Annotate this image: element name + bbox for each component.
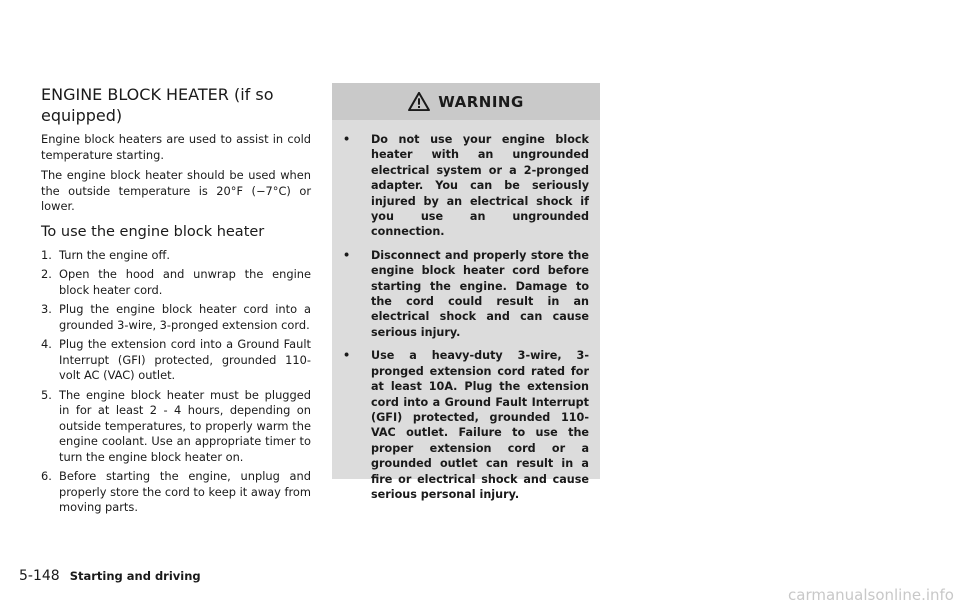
warning-text: Use a heavy-duty 3-wire, 3-pronged extension cord rated for at least 10A. Plug the extension cord into a Ground Fault Interrupt (GFI) protected, grounded 110-VAC outlet. Failure to use the proper extension cord or a grounded outlet can result in a fire or electrical shock and cause serious personal injury.	[371, 349, 589, 501]
chapter-name: Starting and driving	[69, 569, 201, 583]
intro-paragraph: Engine block heaters are used to assist in cold temperature starting.	[41, 132, 311, 162]
list-item	[41, 302, 311, 333]
list-item	[41, 388, 311, 466]
step-text: Plug the extension cord into a Ground Fault Interrupt (GFI) protected, grounded 110-volt AC (VAC) outlet.	[59, 337, 311, 382]
watermark: carmanualsonline.info	[788, 586, 954, 604]
warning-header	[332, 83, 600, 120]
list-item	[340, 132, 589, 240]
warning-text: Disconnect and properly store the engine block heater cord before starting the engine. Damage to the cord could result in an electrical shock and can cause serious injury.	[371, 248, 589, 339]
step-number: 3.	[41, 302, 52, 316]
list-item	[41, 267, 311, 298]
section-title: ENGINE BLOCK HEATER (if so equipped)	[41, 85, 274, 125]
left-column	[41, 84, 311, 520]
subsection-title: To use the engine block heater	[41, 223, 265, 240]
warning-title: WARNING	[438, 92, 524, 111]
step-number: 5.	[41, 387, 52, 402]
step-number: 4.	[41, 337, 52, 351]
step-text: Plug the engine block heater cord into a grounded 3-wire, 3-pronged extension cord.	[59, 302, 311, 332]
list-item	[41, 469, 311, 516]
step-text: Open the hood and unwrap the engine block heater cord.	[59, 267, 311, 297]
list-item	[41, 248, 311, 264]
bullet: •	[343, 349, 351, 363]
step-number: 1.	[41, 247, 52, 262]
step-text: The engine block heater must be plugged in for at least 2 - 4 hours, depending on outside temperatures, to properly warm the engine coolant. Use an appropriate timer to turn the engine block heater on.	[59, 387, 311, 464]
list-item	[340, 348, 589, 502]
page-number: 5-148	[19, 568, 60, 584]
bullet: •	[343, 248, 351, 262]
warning-list	[332, 120, 600, 502]
step-number: 6.	[41, 469, 52, 483]
warning-triangle-icon	[408, 92, 430, 111]
warning-text: Do not use your engine block heater with an ungrounded electrical system or a 2-pronged adapter. You can be seriously injured by an electrical shock if you use an ungrounded connection.	[371, 133, 589, 239]
list-item	[41, 337, 311, 384]
page-footer	[19, 568, 201, 584]
step-text: Turn the engine off.	[59, 247, 170, 262]
intro-paragraph: The engine block heater should be used when the outside temperature is 20°F (−7°C) or lower.	[41, 168, 311, 213]
bullet: •	[343, 133, 351, 146]
warning-box	[332, 83, 600, 501]
step-text: Before starting the engine, unplug and properly store the cord to keep it away from moving parts.	[59, 469, 311, 514]
list-item	[340, 248, 589, 340]
steps-list	[41, 248, 311, 516]
step-number: 2.	[41, 267, 52, 281]
